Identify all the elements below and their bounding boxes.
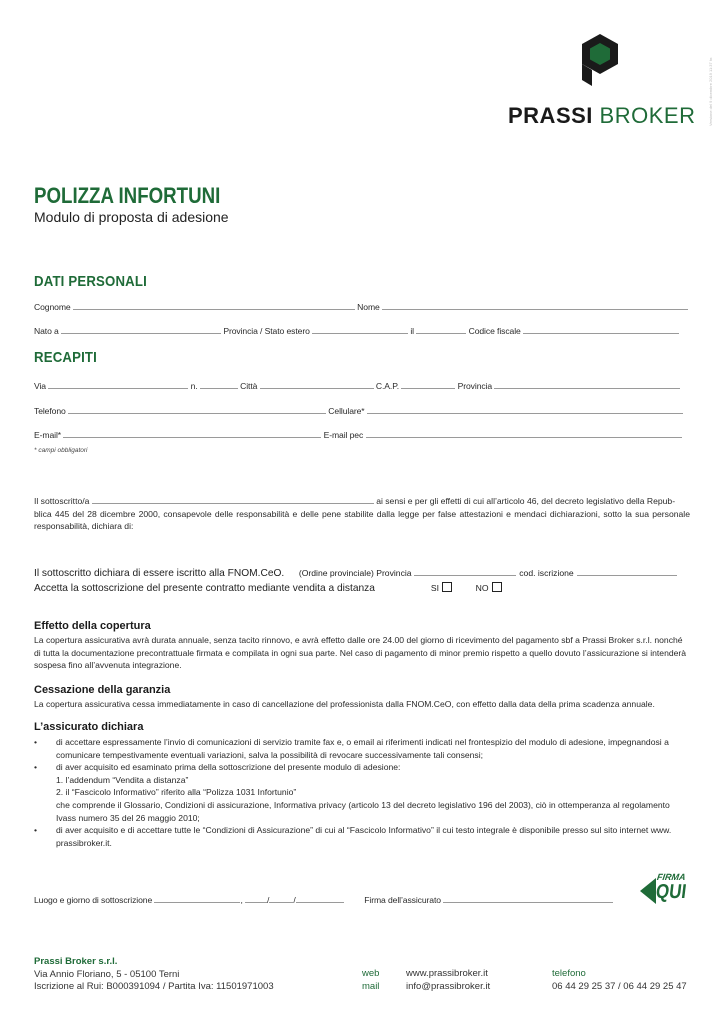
numero-label: n. <box>190 381 198 391</box>
cap-label: C.A.P. <box>375 381 400 391</box>
si-checkbox[interactable] <box>442 582 452 592</box>
effetto-heading: Effetto della copertura <box>34 620 151 632</box>
version-note: Versione del 9 dicembre 2019 11:37 hr. <box>708 56 713 126</box>
row-email <box>34 428 682 440</box>
codice-fiscale-label: Codice fiscale <box>468 326 521 336</box>
dichiarazione-text-after: ai sensi e per gli effetti di cui all’articolo 46, del decreto legislativo della Repub- <box>376 496 676 506</box>
via-label: Via <box>34 381 46 391</box>
date-separator: / <box>267 895 270 905</box>
section-recapiti: RECAPITI <box>34 349 98 366</box>
list-item <box>34 761 694 824</box>
brand-name-light: BROKER <box>599 103 696 128</box>
anno-field[interactable] <box>296 893 344 903</box>
row-nascita <box>34 324 679 336</box>
sottoscritto-label: Il sottoscritto/a <box>34 496 90 506</box>
dichiarazione-first-line <box>34 494 690 508</box>
no-checkbox[interactable] <box>492 582 502 592</box>
telefono-footer-label: telefono <box>552 968 586 979</box>
list-item-line: prassibroker.it. <box>56 837 112 848</box>
firma-qui-badge <box>640 870 692 908</box>
codice-fiscale-field[interactable] <box>523 324 679 334</box>
assicurato-heading: L’assicurato dichiara <box>34 721 144 733</box>
email-pec-label: E-mail pec <box>323 430 364 440</box>
list-item-line: che comprende il Glossario, Condizioni di assicurazione, Informativa privacy (articolo 13 del decreto legislativo 196 del 2003), ciò in ottemperanza al regolamento <box>56 799 670 810</box>
mail-label: mail <box>362 980 380 992</box>
nato-a-field[interactable] <box>61 324 221 334</box>
web-link[interactable]: www.prassibroker.it <box>406 968 488 979</box>
cap-field[interactable] <box>401 379 455 389</box>
dichiarazione-block <box>34 494 690 533</box>
brand-name-bold: PRASSI <box>508 103 593 128</box>
page-title: POLIZZA INFORTUNI <box>34 183 221 208</box>
dichiarazione-text-rest: blica 445 del 28 dicembre 2000, consapevole delle responsabilità e delle pene stabilite dalla legge per false attestazioni e mendaci dichiarazioni, sotto la sua personale responsabilità, dichiara di: <box>34 508 690 532</box>
citta-label: Città <box>240 381 258 391</box>
cessazione-heading: Cessazione della garanzia <box>34 684 171 696</box>
ordine-provincia-field[interactable] <box>414 566 516 576</box>
sottoscritto-field[interactable] <box>92 494 374 504</box>
si-label: SI <box>430 583 439 593</box>
brand-wordmark <box>508 103 695 129</box>
provincia-field[interactable] <box>494 379 680 389</box>
email-field[interactable] <box>63 428 321 438</box>
cellulare-field[interactable] <box>367 404 683 414</box>
mail-link[interactable]: info@prassibroker.it <box>406 980 491 992</box>
row-telefono <box>34 404 683 416</box>
iscrizione-text: Il sottoscritto dichiara di essere iscritto alla FNOM.CeO. <box>34 568 285 579</box>
list-item-line: di aver acquisito e di accettare tutte le “Condizioni di Assicurazione” di cui al “Fascicolo Informativo” il cui testo integrale è disponibile presso sul sito internet www. <box>56 825 672 836</box>
nome-label: Nome <box>357 302 380 312</box>
data-nascita-field[interactable] <box>416 324 466 334</box>
bullet: • <box>34 737 38 747</box>
il-label: il <box>410 326 414 336</box>
footer-contacts <box>362 968 490 993</box>
no-label: NO <box>475 583 489 593</box>
list-item-line: 2. il “Fascicolo Informativo” riferito alla “Polizza 1031 Infortunio” <box>56 787 297 798</box>
date-separator: / <box>293 895 296 905</box>
bullet: • <box>34 825 38 836</box>
row-iscrizione <box>34 566 677 579</box>
cod-iscrizione-label: cod. iscrizione <box>519 568 574 578</box>
cod-iscrizione-field[interactable] <box>577 566 677 576</box>
effetto-text: La copertura assicurativa avrà durata annuale, senza tacito rinnovo, e avrà effetto dalle ore 24.00 del giorno di ricevimento del pagamento sbf a Prassi Broker s.r.l. nonché di tutta la documentazione precontrattuale firmata e compilata in ogni sua parte. Nel caso di pagamento di minor premio rispetto a quello dovuto l’assicurazione si intenderà sospesa fino all’avvenuta integrazione. <box>34 635 687 671</box>
row-cognome-nome <box>34 300 688 312</box>
list-item-line: di accettare espressamente l’invio di comunicazioni di servizio tramite fax e, o email ai riferimenti indicati nel frontespizio del modulo di adesione, impegnandosi a <box>56 737 669 747</box>
ordine-label: (Ordine provinciale) Provincia <box>298 568 412 578</box>
badge-top-text: FIRMA <box>656 872 687 882</box>
provincia-stato-label: Provincia / Stato estero <box>223 326 310 336</box>
telefono-field[interactable] <box>68 404 326 414</box>
list-item-line: comunicare tempestivamente eventuali variazioni, salva la possibilità di revocare successivamente tali consensi; <box>56 749 484 760</box>
footer-company-name: Prassi Broker s.r.l. <box>34 956 118 967</box>
via-field[interactable] <box>48 379 188 389</box>
cognome-label: Cognome <box>34 302 71 312</box>
row-vendita-distanza <box>34 582 502 594</box>
provincia-label: Provincia <box>457 381 493 391</box>
email-label: E-mail* <box>34 430 61 440</box>
email-pec-field[interactable] <box>366 428 682 438</box>
row-indirizzo <box>34 379 680 391</box>
citta-field[interactable] <box>260 379 374 389</box>
list-item <box>34 736 694 761</box>
footer-company <box>34 956 274 994</box>
list-item-line: di aver acquisito ed esaminato prima della sottoscrizione del presente modulo di adesione: <box>56 762 401 773</box>
vendita-distanza-text: Accetta la sottoscrizione del presente contratto mediante vendita a distanza <box>34 583 375 594</box>
list-item <box>34 824 694 849</box>
mese-field[interactable] <box>269 893 296 905</box>
luogo-field[interactable] <box>154 893 243 905</box>
telefono-footer-value: 06 44 29 25 37 / 06 44 29 25 47 <box>552 980 687 992</box>
numero-field[interactable] <box>200 379 238 389</box>
list-item-line: 1. l’addendum “Vendita a distanza” <box>56 774 189 785</box>
luogo-separator: , <box>240 895 243 905</box>
firma-label: Firma dell’assicurato <box>364 895 441 905</box>
telefono-label: Telefono <box>34 406 66 416</box>
cognome-field[interactable] <box>73 300 355 310</box>
assicurato-list <box>34 736 694 849</box>
list-item-line: Ivass numero 35 del 26 maggio 2010; <box>56 812 200 823</box>
luogo-label: Luogo e giorno di sottoscrizione <box>34 895 153 905</box>
firma-field[interactable] <box>443 893 613 903</box>
footer-iscrizione: Iscrizione al Rui: B000391094 / Partita Iva: 11501971003 <box>34 981 274 992</box>
brand-logo-icon <box>578 32 622 93</box>
giorno-field[interactable] <box>245 893 270 905</box>
row-firma <box>34 893 613 905</box>
note-obbligatori: * campi obbligatori <box>34 447 88 454</box>
section-dati-personali: DATI PERSONALI <box>34 273 147 290</box>
nato-a-label: Nato a <box>34 326 59 336</box>
footer-address: Via Annio Floriano, 5 - 05100 Terni <box>34 968 180 980</box>
badge-bottom-text: QUI <box>654 881 688 903</box>
provincia-stato-field[interactable] <box>312 324 408 334</box>
arrow-left-icon <box>640 878 656 904</box>
web-label: web <box>362 968 380 979</box>
bullet: • <box>34 762 38 773</box>
nome-field[interactable] <box>382 300 688 310</box>
cessazione-text: La copertura assicurativa cessa immediatamente in caso di cancellazione del professionista dalla FNOM.CeO, con effetto dalla data della prima scadenza annuale. <box>34 699 655 709</box>
footer-telefono <box>552 968 687 993</box>
page-subtitle: Modulo di proposta di adesione <box>34 209 229 225</box>
cellulare-label: Cellulare* <box>328 406 365 416</box>
